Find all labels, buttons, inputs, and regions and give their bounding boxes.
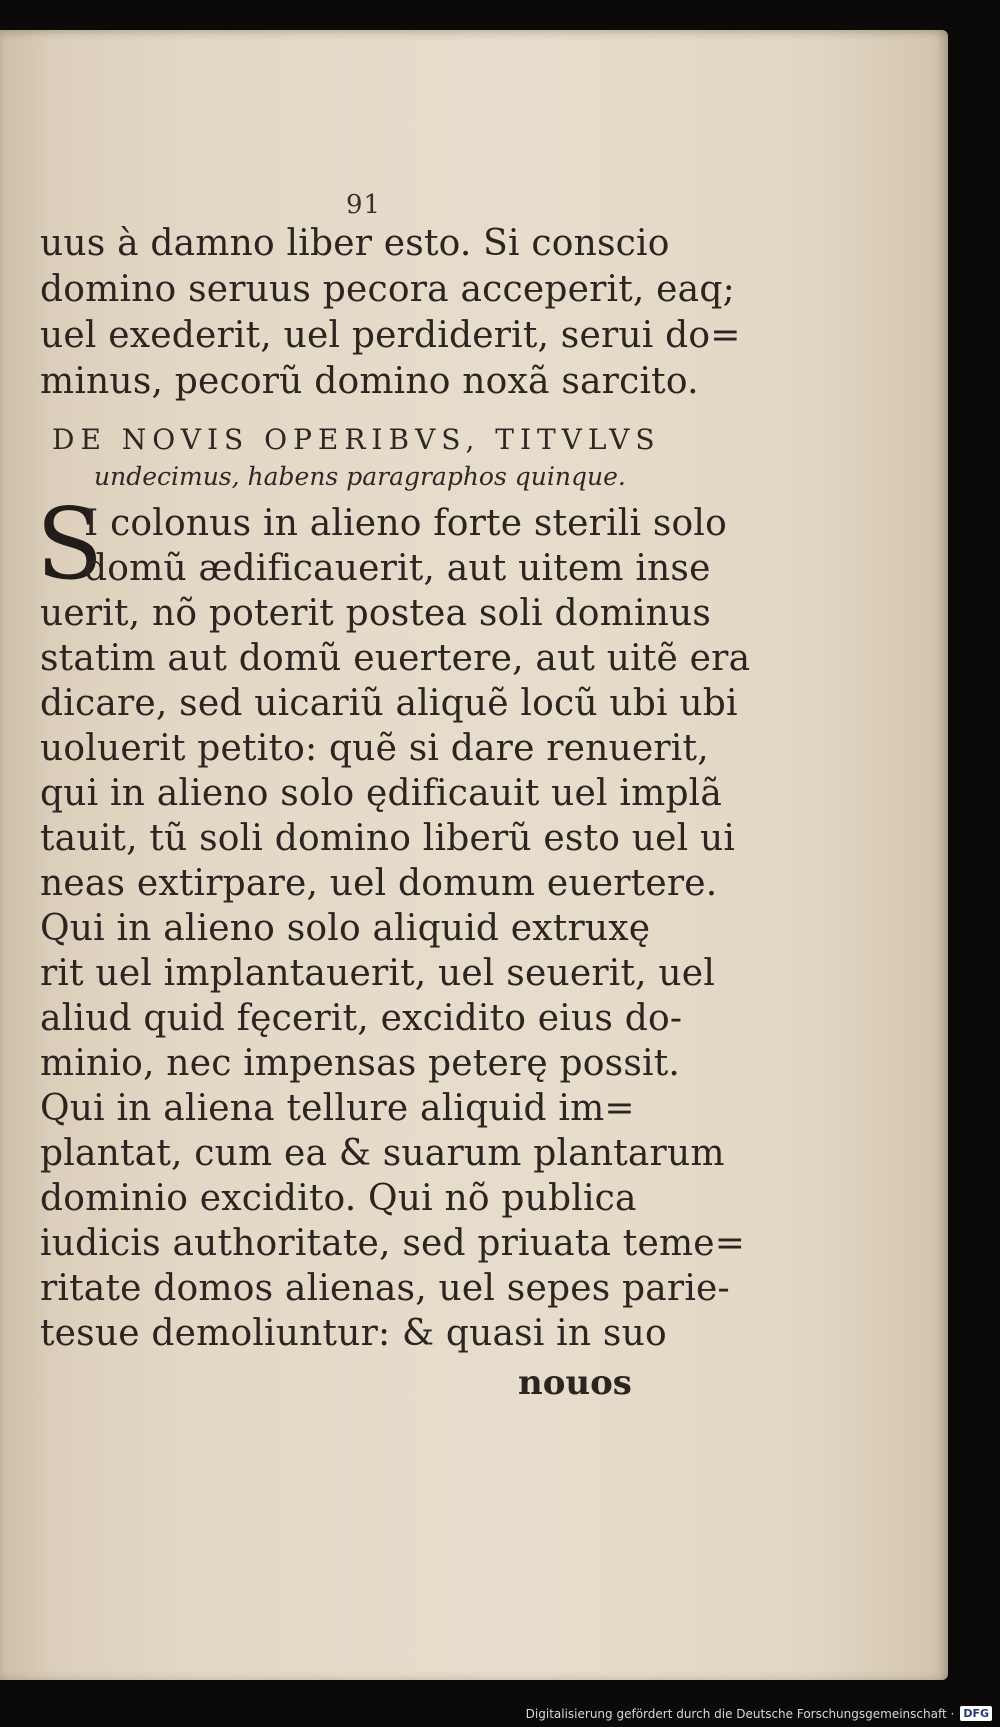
footer-text: Digitalisierung gefördert durch die Deutsche Forschungsgemeinschaft · <box>525 1706 955 1721</box>
text-line: tesue demoliuntur: & quasi in suo <box>40 1313 667 1354</box>
text-line: Qui in aliena tellure aliquid im= <box>40 1088 635 1129</box>
section-subheading: undecimus, habens paragraphos quinque. <box>94 462 626 491</box>
text-line: Qui in alieno solo aliquid extruxę <box>40 908 651 949</box>
text-line: iudicis authoritate, sed priuata teme= <box>40 1223 746 1264</box>
text-line: aliud quid fęcerit, excidito eius do- <box>40 998 683 1039</box>
text-line: uoluerit petito: quẽ si dare renuerit, <box>40 728 709 769</box>
catchword: nouos <box>518 1363 632 1403</box>
text-line: statim aut domũ euertere, aut uitẽ era <box>40 638 751 679</box>
drop-cap: S <box>36 488 104 602</box>
text-line: domũ ædificauerit, aut uitem inse <box>84 548 711 589</box>
text-line: tauit, tũ soli domino liberũ esto uel ui <box>40 818 736 859</box>
text-line: dominio excidito. Qui nõ publica <box>40 1178 637 1219</box>
text-line: minus, pecorũ domino noxã sarcito. <box>40 361 699 402</box>
text-line: neas extirpare, uel domum euertere. <box>40 863 718 904</box>
page-number: 91 <box>346 190 382 220</box>
text-line: plantat, cum ea & suarum plantarum <box>40 1133 725 1174</box>
section-heading: DE NOVIS OPERIBVS, TITVLVS <box>52 423 661 456</box>
dfg-logo: DFG <box>960 1706 992 1721</box>
digitization-footer <box>526 1706 992 1721</box>
text-line: minio, nec impensas peterę possit. <box>40 1043 681 1084</box>
text-line: uus à damno liber esto. Si conscio <box>40 223 670 264</box>
text-line: dicare, sed uicariũ aliquẽ locũ ubi ubi <box>40 683 738 724</box>
text-line: uel exederit, uel perdiderit, serui do= <box>40 315 741 356</box>
text-line: rit uel implantauerit, uel seuerit, uel <box>40 953 716 994</box>
text-line: qui in alieno solo ędificauit uel implã <box>40 773 723 814</box>
text-line: ritate domos alienas, uel sepes parie- <box>40 1268 730 1309</box>
text-line: domino seruus pecora acceperit, eaq; <box>40 269 735 310</box>
text-line: I colonus in alieno forte sterili solo <box>84 503 728 544</box>
book-page <box>0 30 948 1680</box>
text-line: uerit, nõ poterit postea soli dominus <box>40 593 712 634</box>
